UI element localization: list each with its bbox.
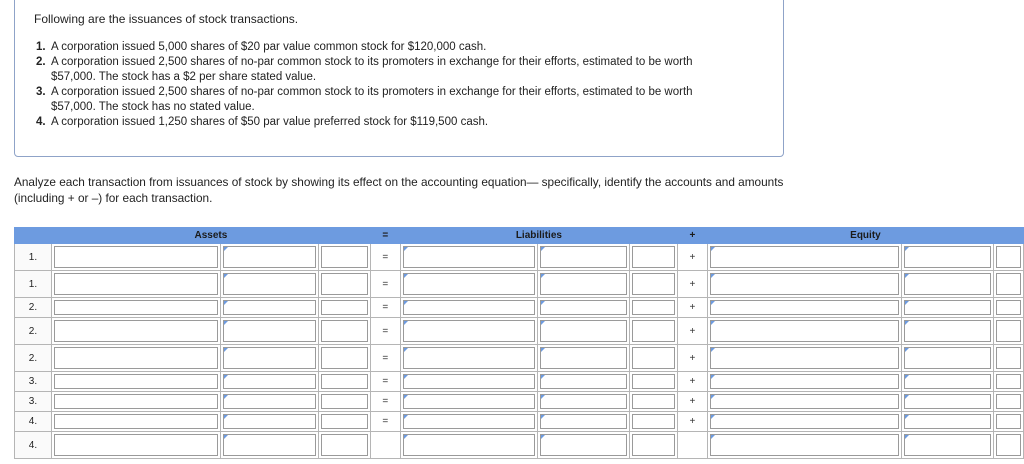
plus-sign: + — [677, 412, 707, 432]
assets-account-cell[interactable] — [51, 412, 220, 432]
account-dropdown[interactable] — [223, 374, 316, 389]
account-dropdown[interactable] — [540, 414, 627, 429]
account-dropdown[interactable] — [710, 246, 899, 268]
equals-sign: = — [370, 412, 400, 432]
amount-input[interactable] — [321, 394, 368, 409]
amount-input[interactable] — [321, 414, 368, 429]
account-dropdown[interactable] — [540, 273, 627, 295]
assets-header: Assets — [51, 228, 370, 244]
amount-input[interactable] — [996, 434, 1021, 456]
equity-extra-cell[interactable] — [993, 372, 1023, 392]
liabilities-extra-cell[interactable] — [630, 298, 678, 318]
plus-sign: + — [677, 345, 707, 372]
transaction-item — [36, 85, 736, 115]
transaction-number: 1. — [36, 41, 46, 53]
equity-extra-cell[interactable] — [993, 244, 1023, 271]
assets-extra-cell[interactable] — [319, 432, 371, 459]
assets-account-cell[interactable] — [51, 271, 220, 298]
table-body — [15, 244, 1024, 459]
account-dropdown[interactable] — [223, 347, 316, 369]
liabilities-account-cell[interactable] — [400, 244, 538, 271]
liabilities-amount-cell[interactable] — [538, 298, 630, 318]
amount-input[interactable] — [996, 320, 1021, 342]
equity-account-cell[interactable] — [707, 271, 901, 298]
dropdown-indicator-icon — [404, 301, 408, 305]
account-dropdown[interactable] — [710, 273, 899, 295]
dropdown-indicator-icon — [711, 348, 715, 352]
dropdown-indicator-icon — [905, 435, 909, 439]
dropdown-indicator-icon — [711, 395, 715, 399]
equity-amount-cell[interactable] — [902, 345, 994, 372]
plus-sign: + — [677, 318, 707, 345]
amount-input[interactable] — [632, 434, 675, 456]
assets-account-cell[interactable] — [51, 392, 220, 412]
dropdown-indicator-icon — [541, 395, 545, 399]
amount-input[interactable] — [321, 273, 368, 295]
dropdown-indicator-icon — [905, 375, 909, 379]
amount-input[interactable] — [321, 320, 368, 342]
liabilities-account-cell[interactable] — [400, 271, 538, 298]
transaction-number: 3. — [36, 86, 46, 98]
dropdown-indicator-icon — [541, 301, 545, 305]
liabilities-account-cell[interactable] — [400, 298, 538, 318]
dropdown-indicator-icon — [905, 395, 909, 399]
account-dropdown[interactable] — [904, 320, 991, 342]
amount-input[interactable] — [632, 414, 675, 429]
assets-account-cell[interactable] — [51, 432, 220, 459]
liabilities-account-cell[interactable] — [400, 392, 538, 412]
dropdown-indicator-icon — [404, 321, 408, 325]
account-dropdown[interactable] — [403, 347, 536, 369]
account-dropdown[interactable] — [403, 414, 536, 429]
amount-input[interactable] — [996, 394, 1021, 409]
plus-sign: + — [677, 271, 707, 298]
assets-account-cell[interactable] — [51, 298, 220, 318]
dropdown-indicator-icon — [541, 348, 545, 352]
dropdown-indicator-icon — [711, 301, 715, 305]
equity-extra-cell[interactable] — [993, 412, 1023, 432]
equity-account-cell[interactable] — [707, 345, 901, 372]
equals-sign: = — [370, 298, 400, 318]
liabilities-extra-cell[interactable] — [630, 244, 678, 271]
liabilities-account-cell[interactable] — [400, 372, 538, 392]
assets-amount-cell[interactable] — [221, 345, 319, 372]
transaction-text: A corporation issued 5,000 shares of $20 par value common stock for $120,000 cash. — [51, 41, 487, 53]
table-row — [15, 244, 1024, 271]
amount-input[interactable] — [632, 246, 675, 268]
assets-extra-cell[interactable] — [319, 392, 371, 412]
account-dropdown[interactable] — [540, 394, 627, 409]
account-dropdown[interactable] — [710, 434, 899, 456]
assets-extra-cell[interactable] — [319, 412, 371, 432]
transaction-text: A corporation issued 2,500 shares of no-par common stock to its promoters in exchange for their efforts, estimated to be worth $57,000. The stock has a $2 per share stated value. — [51, 56, 693, 83]
equity-extra-cell[interactable] — [993, 392, 1023, 412]
dropdown-indicator-icon — [224, 348, 228, 352]
row-number: 3. — [15, 372, 52, 392]
dropdown-indicator-icon — [224, 415, 228, 419]
account-dropdown[interactable] — [223, 320, 316, 342]
equals-sign: = — [370, 392, 400, 412]
liabilities-extra-cell[interactable] — [630, 392, 678, 412]
amount-input[interactable] — [632, 394, 675, 409]
amount-input[interactable] — [996, 414, 1021, 429]
account-dropdown[interactable] — [403, 273, 536, 295]
liabilities-amount-cell[interactable] — [538, 244, 630, 271]
equals-sign: = — [370, 271, 400, 298]
amount-input[interactable] — [54, 434, 218, 456]
account-dropdown[interactable] — [904, 246, 991, 268]
account-dropdown[interactable] — [223, 246, 316, 268]
equity-amount-cell[interactable] — [902, 412, 994, 432]
equity-account-cell[interactable] — [707, 298, 901, 318]
row-number-header — [15, 228, 52, 244]
dropdown-indicator-icon — [905, 321, 909, 325]
dropdown-indicator-icon — [404, 415, 408, 419]
dropdown-indicator-icon — [224, 395, 228, 399]
account-dropdown[interactable] — [223, 273, 316, 295]
dropdown-indicator-icon — [541, 321, 545, 325]
table-row — [15, 345, 1024, 372]
dropdown-indicator-icon — [711, 375, 715, 379]
account-dropdown[interactable] — [223, 414, 316, 429]
dropdown-indicator-icon — [404, 274, 408, 278]
assets-extra-cell[interactable] — [319, 298, 371, 318]
liabilities-account-cell[interactable] — [400, 412, 538, 432]
equity-amount-cell[interactable] — [902, 271, 994, 298]
liabilities-amount-cell[interactable] — [538, 392, 630, 412]
liabilities-amount-cell[interactable] — [538, 372, 630, 392]
dropdown-indicator-icon — [404, 348, 408, 352]
amount-input[interactable] — [321, 374, 368, 389]
equity-extra-cell[interactable] — [993, 432, 1023, 459]
amount-input[interactable] — [321, 434, 368, 456]
account-dropdown[interactable] — [904, 374, 991, 389]
account-dropdown[interactable] — [540, 434, 627, 456]
amount-input[interactable] — [632, 347, 675, 369]
plus-sign: + — [677, 244, 707, 271]
amount-input[interactable] — [632, 273, 675, 295]
account-dropdown[interactable] — [540, 300, 627, 315]
dropdown-indicator-icon — [224, 435, 228, 439]
liabilities-amount-cell[interactable] — [538, 345, 630, 372]
amount-input[interactable] — [996, 300, 1021, 315]
assets-account-cell[interactable] — [51, 318, 220, 345]
amount-input[interactable] — [54, 347, 218, 369]
dropdown-indicator-icon — [541, 375, 545, 379]
account-dropdown[interactable] — [904, 434, 991, 456]
liabilities-extra-cell[interactable] — [630, 271, 678, 298]
row-number: 2. — [15, 298, 52, 318]
assets-extra-cell[interactable] — [319, 345, 371, 372]
dropdown-indicator-icon — [711, 435, 715, 439]
dropdown-indicator-icon — [224, 375, 228, 379]
plus-header: + — [677, 228, 707, 244]
amount-input[interactable] — [996, 273, 1021, 295]
dropdown-indicator-icon — [404, 435, 408, 439]
account-dropdown[interactable] — [904, 394, 991, 409]
assets-amount-cell[interactable] — [221, 244, 319, 271]
equity-account-cell[interactable] — [707, 432, 901, 459]
liabilities-amount-cell[interactable] — [538, 318, 630, 345]
liabilities-amount-cell[interactable] — [538, 412, 630, 432]
account-dropdown[interactable] — [403, 394, 536, 409]
row-number: 2. — [15, 345, 52, 372]
liabilities-extra-cell[interactable] — [630, 345, 678, 372]
liabilities-extra-cell[interactable] — [630, 412, 678, 432]
accounting-equation-table — [14, 227, 1024, 459]
transaction-number: 2. — [36, 56, 46, 68]
assets-extra-cell[interactable] — [319, 271, 371, 298]
assets-account-cell[interactable] — [51, 372, 220, 392]
transaction-item — [36, 40, 736, 55]
row-number: 2. — [15, 318, 52, 345]
assets-account-cell[interactable] — [51, 345, 220, 372]
row-number: 4. — [15, 432, 52, 459]
transaction-list — [36, 40, 736, 130]
equals-sign — [370, 432, 400, 459]
amount-input[interactable] — [54, 320, 218, 342]
liabilities-amount-cell[interactable] — [538, 271, 630, 298]
equals-sign: = — [370, 244, 400, 271]
dropdown-indicator-icon — [404, 247, 408, 251]
account-dropdown[interactable] — [540, 246, 627, 268]
plus-sign: + — [677, 372, 707, 392]
assets-account-cell[interactable] — [51, 244, 220, 271]
amount-input[interactable] — [996, 246, 1021, 268]
liabilities-amount-cell[interactable] — [538, 432, 630, 459]
table-row — [15, 392, 1024, 412]
row-number: 3. — [15, 392, 52, 412]
account-dropdown[interactable] — [403, 374, 536, 389]
account-dropdown[interactable] — [540, 374, 627, 389]
equity-amount-cell[interactable] — [902, 244, 994, 271]
account-dropdown[interactable] — [403, 434, 536, 456]
equity-amount-cell[interactable] — [902, 318, 994, 345]
liabilities-account-cell[interactable] — [400, 432, 538, 459]
assets-amount-cell[interactable] — [221, 412, 319, 432]
liabilities-account-cell[interactable] — [400, 345, 538, 372]
equity-extra-cell[interactable] — [993, 345, 1023, 372]
account-dropdown[interactable] — [904, 273, 991, 295]
intro-heading: Following are the issuances of stock transactions. — [34, 12, 299, 26]
equity-account-cell[interactable] — [707, 412, 901, 432]
table-header-row — [15, 228, 1024, 244]
amount-input[interactable] — [54, 246, 218, 268]
plus-sign: + — [677, 392, 707, 412]
equity-extra-cell[interactable] — [993, 271, 1023, 298]
liabilities-extra-cell[interactable] — [630, 318, 678, 345]
equity-account-cell[interactable] — [707, 244, 901, 271]
account-dropdown[interactable] — [710, 320, 899, 342]
row-number: 1. — [15, 271, 52, 298]
table-row — [15, 298, 1024, 318]
amount-input[interactable] — [632, 320, 675, 342]
equity-account-cell[interactable] — [707, 318, 901, 345]
transaction-text: A corporation issued 2,500 shares of no-par common stock to its promoters in exchange for their efforts, estimated to be worth $57,000. The stock has no stated value. — [51, 86, 693, 113]
account-dropdown[interactable] — [904, 300, 991, 315]
assets-amount-cell[interactable] — [221, 318, 319, 345]
equity-amount-cell[interactable] — [902, 392, 994, 412]
assets-amount-cell[interactable] — [221, 372, 319, 392]
dropdown-indicator-icon — [224, 321, 228, 325]
equity-header: Equity — [707, 228, 1023, 244]
equity-amount-cell[interactable] — [902, 372, 994, 392]
equity-extra-cell[interactable] — [993, 298, 1023, 318]
account-dropdown[interactable] — [223, 300, 316, 315]
row-number: 4. — [15, 412, 52, 432]
dropdown-indicator-icon — [905, 274, 909, 278]
amount-input[interactable] — [54, 273, 218, 295]
dropdown-indicator-icon — [541, 274, 545, 278]
dropdown-indicator-icon — [711, 415, 715, 419]
account-dropdown[interactable] — [403, 246, 536, 268]
amount-input[interactable] — [632, 374, 675, 389]
account-dropdown[interactable] — [710, 347, 899, 369]
amount-input[interactable] — [996, 374, 1021, 389]
dropdown-indicator-icon — [905, 247, 909, 251]
equity-amount-cell[interactable] — [902, 298, 994, 318]
plus-sign: + — [677, 298, 707, 318]
account-dropdown[interactable] — [904, 347, 991, 369]
table-row — [15, 318, 1024, 345]
amount-input[interactable] — [321, 347, 368, 369]
equals-header: = — [370, 228, 400, 244]
dropdown-indicator-icon — [905, 301, 909, 305]
dropdown-indicator-icon — [404, 395, 408, 399]
transaction-item — [36, 55, 736, 85]
amount-input[interactable] — [54, 300, 218, 315]
liabilities-account-cell[interactable] — [400, 318, 538, 345]
account-dropdown[interactable] — [403, 320, 536, 342]
account-dropdown[interactable] — [223, 394, 316, 409]
assets-amount-cell[interactable] — [221, 271, 319, 298]
transaction-text: A corporation issued 1,250 shares of $50 par value preferred stock for $119,500 cash. — [51, 116, 489, 128]
dropdown-indicator-icon — [711, 247, 715, 251]
amount-input[interactable] — [54, 414, 218, 429]
transaction-item — [36, 115, 736, 130]
transaction-number: 4. — [36, 116, 46, 128]
account-dropdown[interactable] — [710, 374, 899, 389]
equity-account-cell[interactable] — [707, 392, 901, 412]
dropdown-indicator-icon — [224, 274, 228, 278]
plus-sign — [677, 432, 707, 459]
dropdown-indicator-icon — [224, 301, 228, 305]
amount-input[interactable] — [996, 347, 1021, 369]
assets-amount-cell[interactable] — [221, 392, 319, 412]
liabilities-extra-cell[interactable] — [630, 372, 678, 392]
assets-amount-cell[interactable] — [221, 298, 319, 318]
account-dropdown[interactable] — [223, 434, 316, 456]
row-number: 1. — [15, 244, 52, 271]
amount-input[interactable] — [632, 300, 675, 315]
amount-input[interactable] — [54, 374, 218, 389]
equity-amount-cell[interactable] — [902, 432, 994, 459]
account-dropdown[interactable] — [403, 300, 536, 315]
account-dropdown[interactable] — [710, 394, 899, 409]
dropdown-indicator-icon — [541, 435, 545, 439]
table-row — [15, 432, 1024, 459]
account-dropdown[interactable] — [540, 347, 627, 369]
equals-sign: = — [370, 318, 400, 345]
dropdown-indicator-icon — [404, 375, 408, 379]
dropdown-indicator-icon — [224, 247, 228, 251]
instructions-text: Analyze each transaction from issuances of stock by showing its effect on the accounting equation— specifically, identify the accounts and amounts (including + or –) for each transaction. — [14, 175, 784, 205]
account-dropdown[interactable] — [710, 414, 899, 429]
account-dropdown[interactable] — [540, 320, 627, 342]
amount-input[interactable] — [321, 300, 368, 315]
equity-account-cell[interactable] — [707, 372, 901, 392]
table-row — [15, 412, 1024, 432]
liabilities-header: Liabilities — [400, 228, 677, 244]
equals-sign: = — [370, 372, 400, 392]
table-row — [15, 271, 1024, 298]
table-row — [15, 372, 1024, 392]
liabilities-extra-cell[interactable] — [630, 432, 678, 459]
dropdown-indicator-icon — [905, 415, 909, 419]
amount-input[interactable] — [321, 246, 368, 268]
dropdown-indicator-icon — [905, 348, 909, 352]
account-dropdown[interactable] — [710, 300, 899, 315]
assets-extra-cell[interactable] — [319, 372, 371, 392]
dropdown-indicator-icon — [541, 247, 545, 251]
assets-extra-cell[interactable] — [319, 318, 371, 345]
equity-extra-cell[interactable] — [993, 318, 1023, 345]
dropdown-indicator-icon — [541, 415, 545, 419]
amount-input[interactable] — [54, 394, 218, 409]
dropdown-indicator-icon — [711, 274, 715, 278]
dropdown-indicator-icon — [711, 321, 715, 325]
equals-sign: = — [370, 345, 400, 372]
assets-extra-cell[interactable] — [319, 244, 371, 271]
account-dropdown[interactable] — [904, 414, 991, 429]
assets-amount-cell[interactable] — [221, 432, 319, 459]
